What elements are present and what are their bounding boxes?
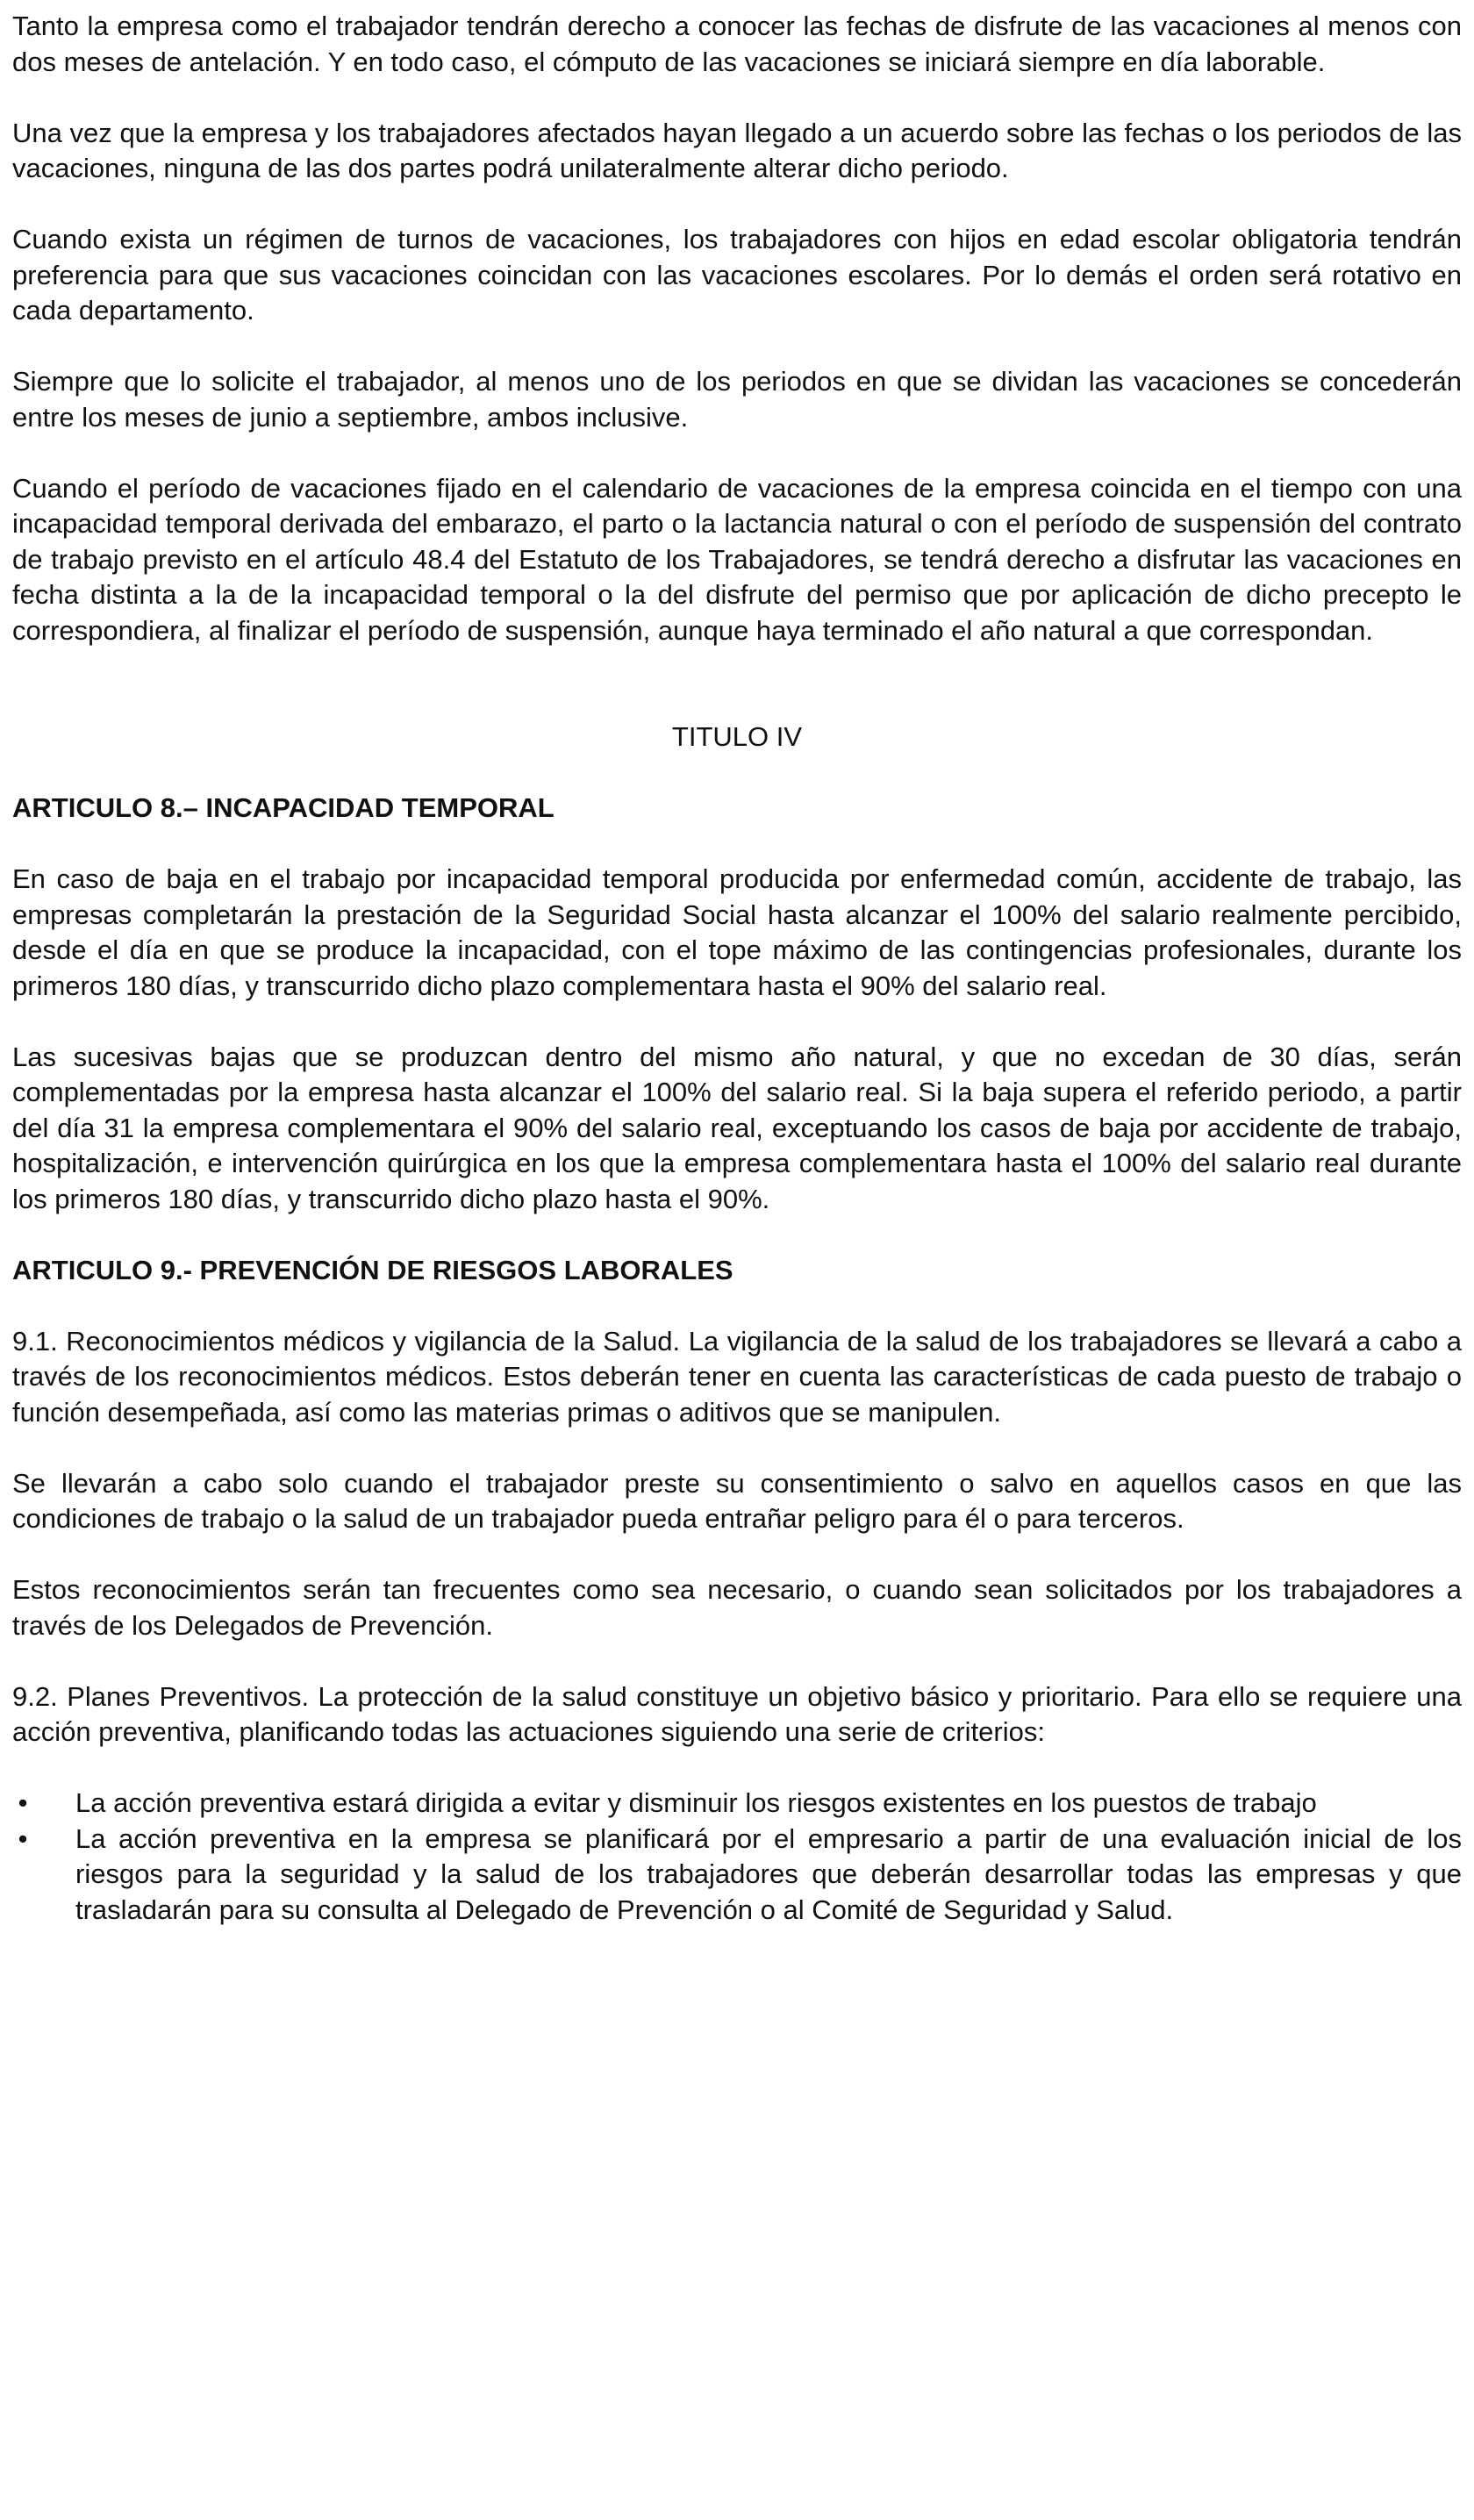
bullet-icon: • xyxy=(18,1822,28,1854)
article-9-paragraph-4: 9.2. Planes Preventivos. La protección de la salud constituye un objetivo básico y prioritario. Para ello se requiere una acción preventiva, planificando todas las actuaciones siguiendo una serie de criterios: xyxy=(12,1680,1462,1747)
article-9-paragraph-2: Se llevarán a cabo solo cuando el trabajador preste su consentimiento o salvo en aquellos casos en que las condiciones de trabajo o la salud de un trabajador pueda entrañar peligro para él o para terceros. xyxy=(12,1467,1462,1534)
article-8-heading: ARTICULO 8.– INCAPACIDAD TEMPORAL xyxy=(12,792,555,823)
list-item-text: La acción preventiva estará dirigida a evitar y disminuir los riesgos existentes en los puestos de trabajo xyxy=(75,1787,1317,1818)
section-gap xyxy=(12,684,1462,720)
article-9-heading: ARTICULO 9.- PREVENCIÓN DE RIESGOS LABORALES xyxy=(12,1254,733,1285)
paragraph-vacaciones-fechas: Tanto la empresa como el trabajador tendrán derecho a conocer las fechas de disfrute de las vacaciones al menos con dos meses de antelación. Y en todo caso, el cómputo de las vacaciones se iniciará siempre en día laborable. xyxy=(12,11,1462,77)
article-8-paragraph-2: Las sucesivas bajas que se produzcan dentro del mismo año natural, y que no excedan de 30 días, serán complementadas por la empresa hasta alcanzar el 100% del salario real. Si la baja supera el referido periodo, a partir del día 31 la empresa complementara el 90% del salario real, exceptuando los casos de baja por accidente de trabajo, hospitalización, e intervención quirúrgica en los que la empresa complementara hasta el 100% del salario real durante los primeros 180 días, y transcurrido dicho plazo hasta el 90%. xyxy=(12,1041,1462,1214)
paragraph-vacaciones-turnos: Cuando exista un régimen de turnos de vacaciones, los trabajadores con hijos en edad escolar obligatoria tendrán preferencia para que sus vacaciones coincidan con las vacaciones escolares. Por lo demás el orden será rotativo en cada departamento. xyxy=(12,224,1462,326)
article-8-paragraph-1: En caso de baja en el trabajo por incapacidad temporal producida por enfermedad común, accidente de trabajo, las empresas completarán la prestación de la Seguridad Social hasta alcanzar el 100% del salario realmente percibido, desde el día en que se produce la incapacidad, con el tope máximo de las contingencias profesionales, durante los primeros 180 días, y transcurrido dicho plazo complementara hasta el 90% del salario real. xyxy=(12,863,1462,1001)
article-9-paragraph-3: Estos reconocimientos serán tan frecuentes como sea necesario, o cuando sean solicitados por los trabajadores a través de los Delegados de Prevención. xyxy=(12,1574,1462,1641)
bullet-icon: • xyxy=(18,1787,28,1818)
title-iv: TITULO IV xyxy=(671,721,803,752)
article-9-paragraph-1: 9.1. Reconocimientos médicos y vigilancia de la Salud. La vigilancia de la salud de los trabajadores se llevará a cabo a través de los reconocimientos médicos. Estos deberán tener en cuenta las características de cada puesto de trabajo o función desempeñada, así como las materias primas o aditivos que se manipulen. xyxy=(12,1325,1462,1428)
document-page xyxy=(12,9,1462,1928)
paragraph-vacaciones-incapacidad: Cuando el período de vacaciones fijado en el calendario de vacaciones de la empresa coincida en el tiempo con una incapacidad temporal derivada del embarazo, el parto o la lactancia natural o con el período de suspensión del contrato de trabajo previsto en el artículo 48.4 del Estatuto de los Trabajadores, se tendrá derecho a disfrutar las vacaciones en fecha distinta a la de la incapacidad temporal o la del disfrute del permiso que por aplicación de dicho precepto le correspondiera, al finalizar el período de suspensión, aunque haya terminado el año natural a que correspondan. xyxy=(12,472,1462,646)
criteria-list xyxy=(12,1786,1462,1928)
list-item-text: La acción preventiva en la empresa se planificará por el empresario a partir de una evaluación inicial de los riesgos para la seguridad y la salud de los trabajadores que deberán desarrollar todas las empresas y que trasladarán para su consulta al Delegado de Prevención o al Comité de Seguridad y Salud. xyxy=(75,1822,1462,1925)
list-item xyxy=(12,1822,1462,1929)
paragraph-vacaciones-verano: Siempre que lo solicite el trabajador, al menos uno de los periodos en que se dividan las vacaciones se concederán entre los meses de junio a septiembre, ambos inclusive. xyxy=(12,366,1462,433)
paragraph-vacaciones-acuerdo: Una vez que la empresa y los trabajadores afectados hayan llegado a un acuerdo sobre las fechas o los periodos de las vacaciones, ninguna de las dos partes podrá unilateralmente alterar dicho periodo. xyxy=(12,117,1462,183)
list-item xyxy=(12,1786,1462,1822)
